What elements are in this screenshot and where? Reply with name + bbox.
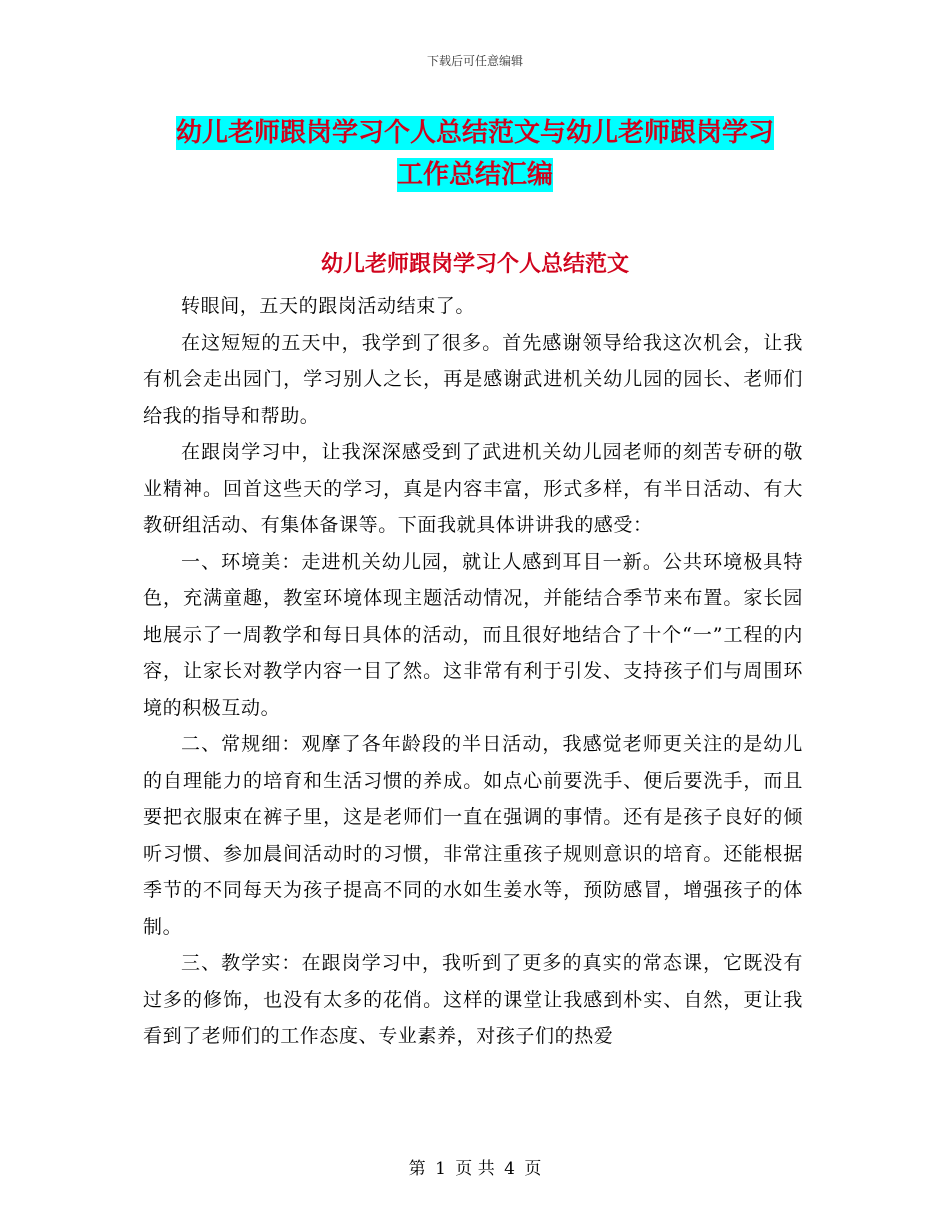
document-body [143,288,803,1055]
document-title-continued [0,154,950,191]
total-pages: 4 [504,1159,515,1179]
paragraph: 在这短短的五天中，我学到了很多。首先感谢领导给我这次机会，让我有机会走出园门，学习别人之长，再是感谢武进机关幼儿园的园长、老师们给我的指导和帮助。 [143,331,803,427]
page-label-prefix: 第 [408,1159,426,1179]
page-label-suffix: 页 [524,1159,542,1179]
page-header-note: 下载后可任意编辑 [426,54,523,68]
page-number: 1 [435,1159,446,1179]
paragraph: 一、环境美：走进机关幼儿园，就让人感到耳目一新。公共环境极具特色，充满童趣，教室环境体现主题活动情况，并能结合季节来布置。家长园地展示了一周教学和每日具体的活动，而且很好地结合了十个“一”工程的内容，让家长对教学内容一目了然。这非常有利于引发、支持孩子们与周围环境的积极互动。 [143,550,803,719]
paragraph: 在跟岗学习中，让我深深感受到了武进机关幼儿园老师的刻苦专研的敬业精神。回首这些天的学习，真是内容丰富，形式多样，有半日活动、有大教研组活动、有集体备课等。下面我就具体讲讲我的感受： [143,441,803,536]
document-title [0,112,950,149]
section-title: 幼儿老师跟岗学习个人总结范文 [320,252,629,277]
page-label-mid: 页 共 [455,1159,495,1179]
paragraph: 转眼间，五天的跟岗活动结束了。 [181,295,476,317]
document-title-line-1: 幼儿老师跟岗学习个人总结范文与幼儿老师跟岗学习 [175,118,774,148]
document-title-line-2: 工作总结汇编 [396,160,553,190]
paragraph: 二、常规细：观摩了各年龄段的半日活动，我感觉老师更关注的是幼儿的自理能力的培育和生活习惯的养成。如点心前要洗手、便后要洗手，而且要把衣服束在裤子里，这是老师们一直在强调的事情。还有是孩子良好的倾听习惯、参加晨间活动时的习惯，非常注重孩子规则意识的培育。还能根据季节的不同每天为孩子提高不同的水如生姜水等，预防感冒，增强孩子的体制。 [143,733,803,938]
paragraph: 三、教学实：在跟岗学习中，我听到了更多的真实的常态课，它既没有过多的修饰，也没有太多的花俏。这样的课堂让我感到朴实、自然，更让我看到了老师们的工作态度、专业素养，对孩子们的热爱 [143,952,803,1047]
page-footer [0,1154,950,1179]
